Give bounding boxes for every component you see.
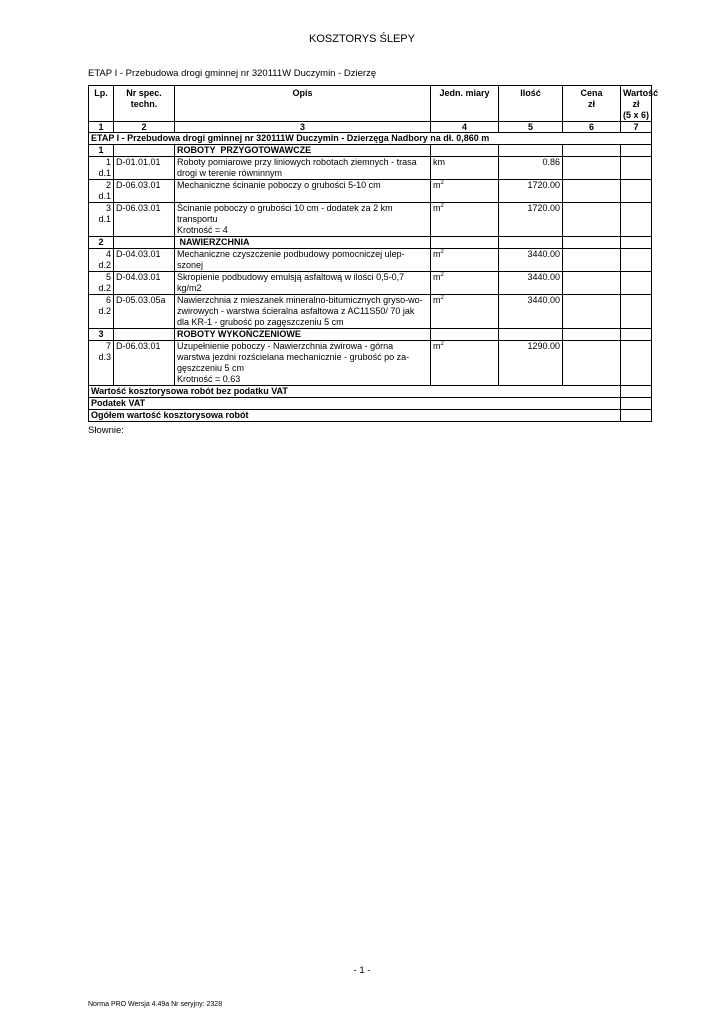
item-lp: 7 d.3: [89, 341, 114, 386]
header-jm: Jedn. miary: [431, 86, 499, 122]
section-spacer: [114, 145, 175, 157]
header-cena: Cena zł: [563, 86, 621, 122]
item-price: [563, 203, 621, 237]
summary-row: [89, 386, 652, 398]
item-lp: 3 d.1: [89, 203, 114, 237]
item-value: [621, 157, 652, 180]
item-value: [621, 341, 652, 386]
document-title: KOSZTORYS ŚLEPY: [309, 33, 415, 45]
cost-estimate-table: [88, 85, 659, 422]
section-number: 2: [89, 237, 114, 249]
column-number: 7: [621, 122, 652, 133]
summary-row: [89, 410, 652, 422]
empty-cell: [621, 329, 652, 341]
empty-cell: [499, 145, 563, 157]
item-unit: [431, 295, 499, 329]
table-row: [89, 295, 652, 329]
empty-cell: [621, 145, 652, 157]
item-quantity: 3440.00: [499, 272, 563, 295]
item-unit-exponent: 2: [440, 295, 444, 301]
item-spec: D-01.01.01: [114, 157, 175, 180]
item-unit-exponent: 2: [440, 203, 444, 209]
item-unit-text: m: [433, 272, 441, 282]
section-row: [89, 329, 652, 341]
item-unit-text: m: [433, 203, 441, 213]
summary-row: [89, 398, 652, 410]
table-header-row: [89, 86, 652, 122]
column-number: 4: [431, 122, 499, 133]
section-name: ROBOTY WYKOŃCZENIOWE: [175, 329, 431, 341]
header-lp: Lp.: [89, 86, 114, 122]
empty-cell: [563, 329, 621, 341]
header-spec: Nr spec. techn.: [114, 86, 175, 122]
item-spec: D-06.03.01: [114, 180, 175, 203]
item-quantity: 3440.00: [499, 249, 563, 272]
item-unit: [431, 203, 499, 237]
item-price: [563, 341, 621, 386]
summary-value: [621, 410, 652, 422]
table-row: [89, 180, 652, 203]
item-quantity: 1290.00: [499, 341, 563, 386]
empty-cell: [563, 237, 621, 249]
item-quantity: 0.86: [499, 157, 563, 180]
column-number: 6: [563, 122, 621, 133]
table-row: [89, 157, 652, 180]
table-row: [89, 249, 652, 272]
item-spec: D-06.03.01: [114, 203, 175, 237]
column-number: 5: [499, 122, 563, 133]
item-unit-exponent: 2: [440, 180, 444, 186]
software-footer: Norma PRO Wersja 4.49a Nr seryjny: 2328: [88, 1001, 223, 1008]
item-description: Skropienie podbudowy emulsją asfaltową w ilości 0,5-0,7 kg/m2: [175, 272, 431, 295]
empty-cell: [499, 329, 563, 341]
item-unit: [431, 272, 499, 295]
item-spec: D-06.03.01: [114, 341, 175, 386]
header-ilosc: Ilość: [499, 86, 563, 122]
item-lp: 6 d.2: [89, 295, 114, 329]
item-value: [621, 295, 652, 329]
item-description: Nawierzchnia z mieszanek mineralno-bitumicznych gryso-wo-żwirowych - warstwa ścieralna asfaltowa z AC11S50/ 70 jak dla KR-1 - grubość po zagęszczeniu 5 cm: [175, 295, 431, 329]
item-quantity: 3440.00: [499, 295, 563, 329]
column-number-row: [89, 122, 652, 133]
empty-cell: [431, 237, 499, 249]
section-number: 1: [89, 145, 114, 157]
item-description: Ścinanie poboczy o grubości 10 cm - dodatek za 2 km transportu Krotność = 4: [175, 203, 431, 237]
item-unit: [431, 249, 499, 272]
summary-value: [621, 386, 652, 398]
section-name: NAWIERZCHNIA: [175, 237, 431, 249]
item-value: [621, 272, 652, 295]
item-unit-text: m: [433, 341, 441, 351]
item-unit-text: km: [433, 157, 445, 167]
section-row: [89, 237, 652, 249]
item-value: [621, 203, 652, 237]
section-row: [89, 145, 652, 157]
document-subtitle: ETAP I - Przebudowa drogi gminnej nr 320111W Duczymin - Dzierzę: [88, 68, 377, 79]
table-row: [89, 272, 652, 295]
item-price: [563, 249, 621, 272]
empty-cell: [563, 145, 621, 157]
item-quantity: 1720.00: [499, 180, 563, 203]
item-unit-text: m: [433, 249, 441, 259]
column-number: 3: [175, 122, 431, 133]
item-unit: [431, 341, 499, 386]
summary-label: Ogółem wartość kosztorysowa robót: [89, 410, 621, 422]
item-quantity: 1720.00: [499, 203, 563, 237]
item-lp: 1 d.1: [89, 157, 114, 180]
item-price: [563, 272, 621, 295]
item-price: [563, 180, 621, 203]
etap-row: [89, 133, 652, 145]
slownie-label: Słownie:: [88, 425, 124, 436]
empty-cell: [431, 329, 499, 341]
item-value: [621, 249, 652, 272]
section-number: 3: [89, 329, 114, 341]
item-spec: D-04.03.01: [114, 249, 175, 272]
table-row: [89, 341, 652, 386]
summary-value: [621, 398, 652, 410]
item-unit-text: m: [433, 295, 441, 305]
item-unit: [431, 180, 499, 203]
summary-label: Wartość kosztorysowa robót bez podatku VAT: [89, 386, 621, 398]
empty-cell: [499, 237, 563, 249]
item-value: [621, 180, 652, 203]
page-number: - 1 -: [353, 965, 371, 976]
section-spacer: [114, 329, 175, 341]
item-price: [563, 157, 621, 180]
etap-label: ETAP I - Przebudowa drogi gminnej nr 320111W Duczymin - Dzierzęga Nadbory na dł. 0,860 m: [89, 133, 652, 145]
item-spec: D-05.03.05a: [114, 295, 175, 329]
empty-cell: [621, 237, 652, 249]
item-unit: [431, 157, 499, 180]
table-row: [89, 203, 652, 237]
column-number: 1: [89, 122, 114, 133]
section-name: ROBOTY PRZYGOTOWAWCZE: [175, 145, 431, 157]
header-wartosc: Wartość zł (5 x 6): [621, 86, 652, 122]
item-spec: D-04.03.01: [114, 272, 175, 295]
item-price: [563, 295, 621, 329]
item-description: Mechaniczne czyszczenie podbudowy pomocniczej ulep-szonej: [175, 249, 431, 272]
item-unit-exponent: 2: [440, 272, 444, 278]
item-description: Roboty pomiarowe przy liniowych robotach ziemnych - trasa drogi w terenie równinnym: [175, 157, 431, 180]
empty-cell: [431, 145, 499, 157]
summary-label: Podatek VAT: [89, 398, 621, 410]
item-unit-text: m: [433, 180, 441, 190]
item-description: Uzupełnienie poboczy - Nawierzchnia żwirowa - górna warstwa jezdni rozścielana mechanicznie - grubość po za-gęszczeniu 5 cm Krotność = 0.63: [175, 341, 431, 386]
item-unit-exponent: 2: [440, 249, 444, 255]
item-lp: 2 d.1: [89, 180, 114, 203]
section-spacer: [114, 237, 175, 249]
item-lp: 5 d.2: [89, 272, 114, 295]
item-lp: 4 d.2: [89, 249, 114, 272]
header-opis: Opis: [175, 86, 431, 122]
item-description: Mechaniczne ścinanie poboczy o grubości 5-10 cm: [175, 180, 431, 203]
item-unit-exponent: 2: [440, 341, 444, 347]
column-number: 2: [114, 122, 175, 133]
